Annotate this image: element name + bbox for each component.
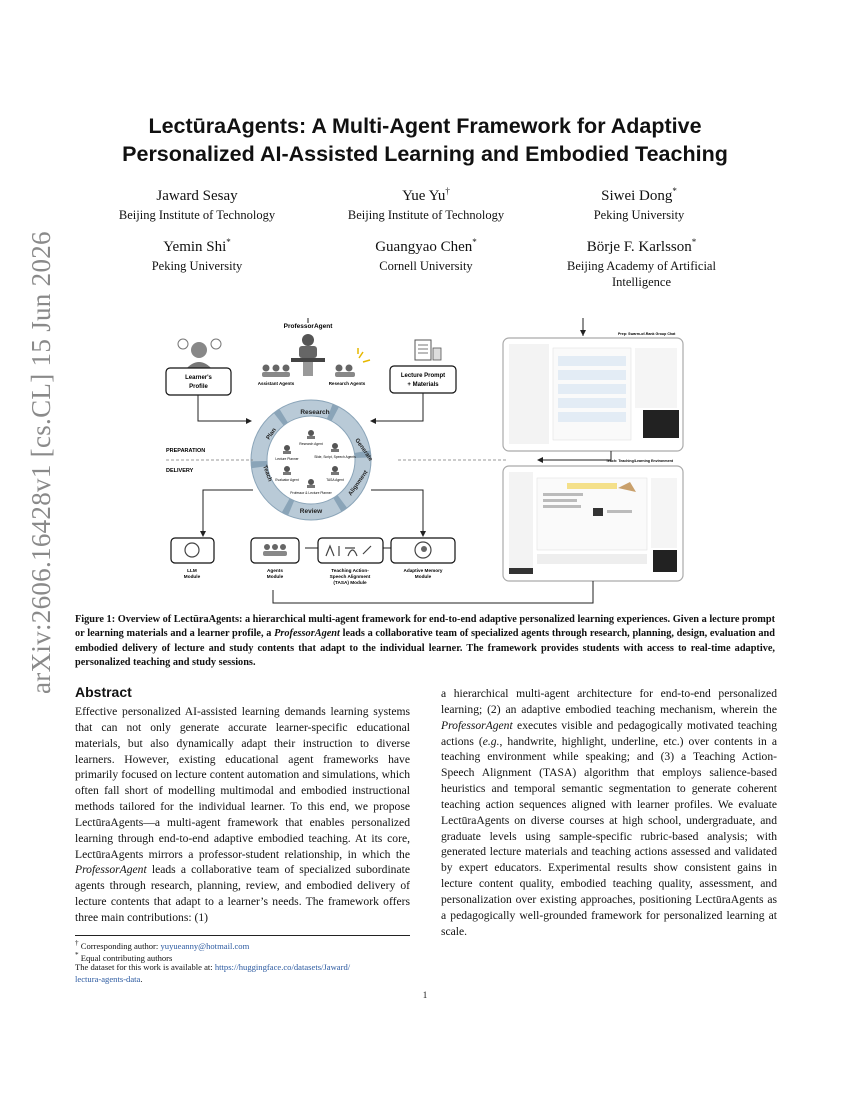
caption-part1: Figure 1: Overview of LectūraAgents: a hierarchical multi-agent framework for end-to-end adaptive personalized learning experiences. Given a lecture prompt or learning materials and a learner profile, a	[75, 614, 775, 640]
footnote-text: Equal contributing authors	[80, 952, 173, 963]
lecture-prompt-line1: Lecture Prompt	[400, 373, 446, 379]
lecture-prompt-line2: + Materials	[407, 382, 439, 388]
email-link[interactable]: yuyueanny@hotmail.com	[160, 940, 250, 951]
overview-figure	[163, 318, 693, 608]
node-research-agent: Research Agent	[299, 442, 323, 446]
footnote-mark: *	[75, 951, 79, 959]
module-tasa-line1: Teaching Action-	[331, 568, 369, 573]
module-memory-line2: Module	[414, 574, 432, 579]
prep-chat-screenshot	[503, 338, 683, 451]
abstract-text: executes visible and pedagogically motivated teaching actions (	[441, 718, 777, 748]
abstract-left-column	[75, 704, 410, 926]
paper-title	[70, 112, 780, 168]
preparation-label: PREPARATION	[166, 448, 206, 454]
cycle-teach: Teach	[261, 464, 273, 483]
connector-arrow	[338, 318, 583, 335]
author-block	[82, 233, 312, 274]
agents-module-box	[251, 538, 299, 563]
lecture-prompt-box	[390, 366, 456, 393]
connector-arrow	[371, 490, 423, 536]
author-block	[311, 233, 541, 274]
cycle-generate: Generate	[353, 437, 374, 463]
title-line-2: Personalized AI-Assisted Learning and Embodied Teaching	[122, 142, 728, 166]
assistant-agents-label: Assistant Agents	[257, 381, 295, 386]
node-evaluator-agent: Evaluator Agent	[275, 478, 299, 482]
learner-profile-line1: Learner's	[185, 375, 212, 381]
author-affiliation: Cornell University	[379, 259, 473, 273]
cycle-alignment: Alignment	[347, 469, 370, 498]
dataset-link-cont[interactable]: lectura-agents-data	[75, 973, 141, 984]
footnote-text: Corresponding author:	[80, 940, 161, 951]
abstract-italic: ProfessorAgent	[75, 863, 147, 877]
module-llm-line1: LLM	[187, 568, 197, 573]
learner-profile-line2: Profile	[189, 384, 208, 390]
abstract-italic: ProfessorAgent	[441, 718, 513, 732]
footnote-text: The dataset for this work is available at:	[75, 962, 215, 972]
node-slide-script-speech: Slide, Script, Speech Agents	[314, 455, 356, 459]
author-affiliation: Beijing Institute of Technology	[118, 208, 276, 222]
module-agents-line2: Module	[266, 574, 284, 579]
author-mark: †	[445, 186, 450, 196]
footnote-mark: †	[75, 939, 79, 947]
node-tasa-agent: TASA Agent	[326, 478, 344, 482]
author-name: Yue Yu	[402, 188, 446, 204]
research-agents-label: Research Agents	[328, 381, 366, 386]
author-name: Siwei Dong	[601, 188, 673, 204]
author-name: Börje F. Karlsson	[586, 239, 692, 255]
author-affiliation: Beijing Institute of Technology	[347, 208, 505, 222]
overview-diagram	[163, 318, 693, 608]
connector-arrow	[198, 395, 251, 421]
document-icon	[415, 340, 441, 360]
abstract-heading: Abstract	[75, 684, 132, 700]
connector-arrow	[203, 490, 253, 536]
author-block	[524, 182, 754, 223]
author-name: Yemin Shi	[163, 239, 227, 255]
module-tasa-line2: Speech Alignment	[329, 574, 371, 579]
author-name: Jaward Sesay	[156, 188, 238, 204]
abstract-text: leads a collaborative team of specialized subordinate agents through research, planning, review, and embodied delivery of lecture contents that adapt to a learner’s needs. The framework offers three main contributions: (1)	[75, 863, 410, 924]
research-agents-icon	[335, 348, 370, 377]
cycle-research: Research	[300, 409, 330, 416]
abstract-right-column	[441, 686, 777, 940]
arxiv-stamp: arXiv:2606.16428v1 [cs.CL] 15 Jun 2026	[26, 231, 56, 694]
llm-module-box	[171, 538, 214, 563]
author-affiliation: Peking University	[151, 259, 243, 273]
professor-icon	[291, 334, 325, 376]
author-mark: *	[226, 237, 231, 247]
caption-italic: ProfessorAgent	[274, 628, 340, 640]
learner-icon	[178, 339, 221, 370]
abstract-italic: e.g.	[482, 734, 500, 748]
page-number: 1	[422, 990, 428, 1000]
author-block	[311, 182, 541, 223]
connector-arrow	[273, 581, 593, 603]
professor-label: ProfessorAgent	[283, 323, 333, 330]
prep-screen-label: Prep: Swarm-of-Rank Group Chat	[618, 332, 676, 336]
module-tasa-line3: (TASA) Module	[333, 580, 367, 585]
author-mark: *	[691, 237, 697, 247]
abstract-text: , handwrite, highlight, underline, etc.) over contents in a teaching environment while speaking; and (3) a Teaching Action-Speech Alignment (TASA) algorithm that employs salience-based heuristics and temporal semantic segmentation to generate coherent teaching action sequences aligned with learner profiles. We evaluate LectūraAgents on diverse courses at high school, undergraduate, and graduate levels using sample-specific rubric-based analysis; with generated lecture materials and teaching actions assessed and validated by expert educators. Experimental results show consistent gains in lecture content quality, embodied teaching quality, assessment, and personalization over existing approaches, positioning LectūraAgents as a pedagogically well-grounded framework for personalized learning at scale.	[441, 734, 777, 938]
author-block	[524, 233, 759, 290]
footnote-dataset	[75, 962, 415, 985]
connector-arrow	[308, 318, 583, 336]
learner-profile-box	[166, 368, 231, 395]
teach-screen-label: Teach: Teaching/Learning Environment	[606, 459, 673, 463]
teaching-environment-screenshot	[503, 466, 683, 581]
node-lecture-planner: Lecture Planner	[275, 457, 299, 461]
footnote-text: .	[140, 973, 143, 984]
dataset-link[interactable]: https://huggingface.co/datasets/Jaward/	[214, 962, 351, 972]
module-llm-line2: Module	[183, 574, 201, 579]
footnote-rule	[75, 935, 410, 936]
author-block	[82, 182, 312, 223]
connector-arrow	[538, 451, 611, 460]
abstract-text: a hierarchical multi-agent architecture for end-to-end personalized learning; (2) an adaptive embodied teaching mechanism, wherein the	[441, 687, 777, 716]
author-affiliation: Beijing Academy of Artificial Intelligence	[567, 259, 716, 289]
assistant-agents-icon	[262, 365, 290, 378]
caption-part2: leads a collaborative team of specialized agents through research, planning, design, evaluation and embodied delivery of lecture and study contents that adapt to the individual learner. The framework provides students with access to real-time adaptive, personalized teaching and study sessions.	[75, 628, 775, 669]
abstract-text: Effective personalized AI-assisted learning demands learning systems that can not only generate accurate learner-specific educational materials, but also dynamically adapt their instruction to diverse learners. However, existing educational agent frameworks have primarily focused on lecture content automation and simulations, which often fall short of modelling multimodal and embodied instructional methods tailored for the individual learner. To this end, we propose LectūraAgents—a multi-agent framework that enables personalized learning through end-to-end adaptive embodied teaching. At its core, LectūraAgents mirrors a professor-student relationship, in which the	[75, 705, 410, 861]
author-name: Guangyao Chen	[375, 239, 473, 255]
delivery-label: DELIVERY	[166, 468, 194, 474]
module-agents-line1: Agents	[267, 568, 283, 573]
author-affiliation: Peking University	[593, 208, 685, 222]
author-mark: *	[672, 186, 677, 196]
figure-caption	[75, 613, 775, 671]
module-memory-line1: Adaptive Memory	[403, 568, 443, 573]
connector-arrow	[371, 393, 423, 421]
author-mark: *	[472, 237, 477, 247]
title-line-1: LectūraAgents: A Multi-Agent Framework for Adaptive	[148, 114, 702, 138]
cycle-plan: Plan	[265, 427, 278, 442]
cycle-review: Review	[299, 508, 323, 515]
node-professor-planner: Professor & Lecture Planner	[290, 491, 332, 495]
